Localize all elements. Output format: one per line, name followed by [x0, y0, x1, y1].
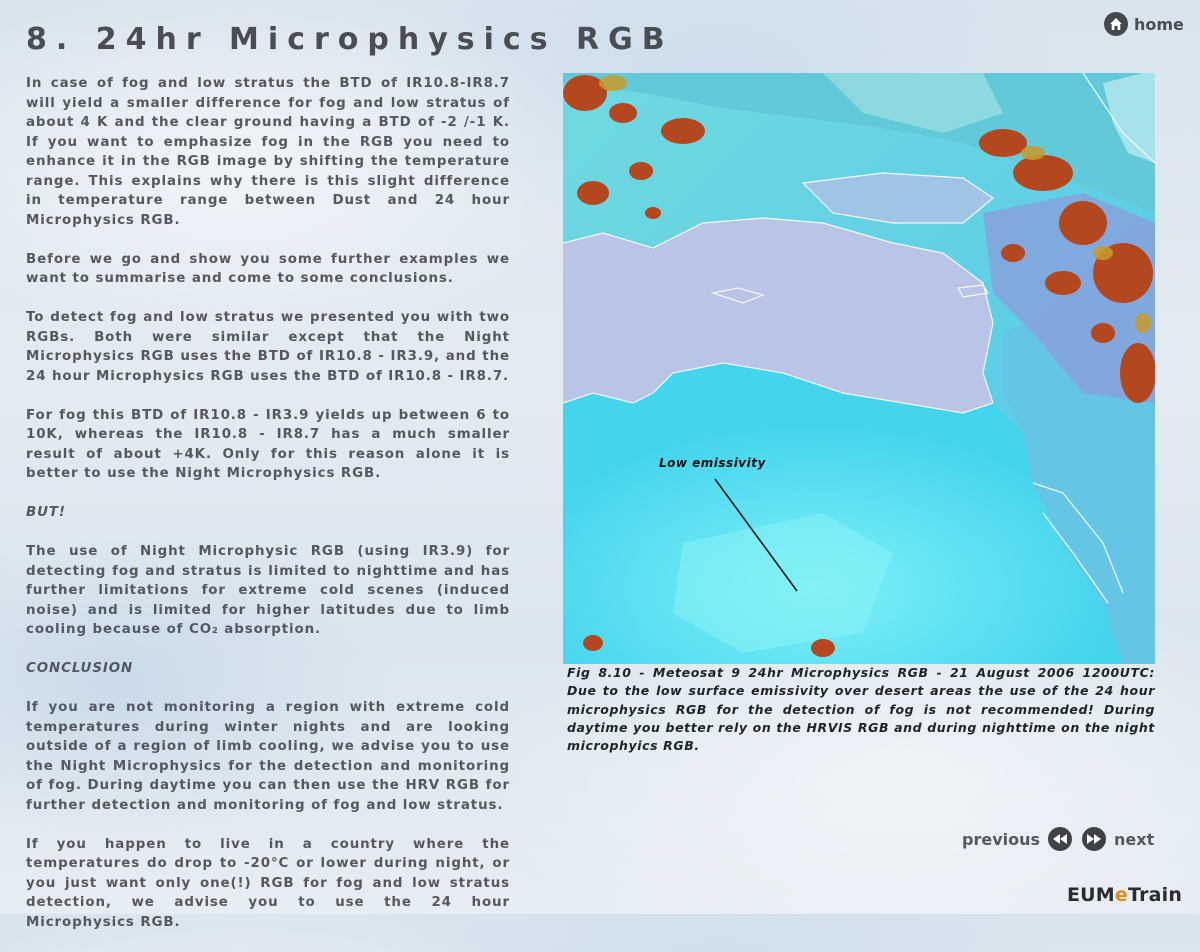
paragraph-limitations: The use of Night Microphysic RGB (using IR3.9) for detecting fog and stratus is limited to nighttime and has further limitations for extreme cold scenes (induced noise) and is limited for higher latitudes due to limb cooling because of CO₂ absorption.: [26, 544, 510, 637]
paragraph-btd-explanation: In case of fog and low stratus the BTD of IR10.8-IR8.7 will yield a smaller difference for fog and low stratus of about 4 K and the clear ground having a BTD of -2 /-1 K. If you want to emphasize fog in the RGB you need to enhance it in the RGB image by shifting the temperature range. This explains why there is this slight difference in temperature range between Dust and 24 hour Microphysics RGB.: [26, 76, 510, 228]
next-label[interactable]: next: [1114, 829, 1155, 849]
page-title: 8. 24hr Microphysics RGB: [26, 22, 674, 57]
logo-text-train: Train: [1128, 884, 1183, 906]
paragraph-two-rgbs: To detect fog and low stratus we presented you with two RGBs. Both were similar except that the Night Microphysics RGB uses the BTD of IR10.8 - IR3.9, and the 24 hour Microphysics RGB uses the BTD of IR10.8 - IR8.7.: [26, 310, 510, 384]
low-emissivity-label: Low emissivity: [659, 456, 766, 470]
fast-forward-icon[interactable]: [1082, 827, 1106, 851]
eumetrain-logo: [1067, 884, 1182, 906]
figure-caption: Fig 8.10 - Meteosat 9 24hr Microphysics RGB - 21 August 2006 1200UTC: Due to the low surface emissivity over desert areas the use of the 24 hour microphysics RGB for the detection of fog is not recommended! During daytime you better rely on the HRVIS RGB and during nighttime on the night microphyics RGB.: [567, 665, 1155, 754]
heading-conclusion: CONCLUSION: [26, 661, 134, 676]
next-button[interactable]: [1082, 827, 1154, 851]
satellite-image-svg: [563, 73, 1155, 664]
previous-button[interactable]: [962, 827, 1072, 851]
logo-text-e: e: [1114, 884, 1129, 906]
paragraph-24hr-advice: If you happen to live in a country where the temperatures do drop to -20°C or lower during night, or you just want only one(!) RGB for fog and low stratus detection, we advise you to use the 24 hour Microphysics RGB.: [26, 836, 510, 930]
paragraph-btd-comparison: For fog this BTD of IR10.8 - IR3.9 yields up between 6 to 10K, whereas the IR10.8 - IR8.7 has a much smaller result of about +4K. Only for this reason alone it is better to use the Night Microphysics RGB.: [26, 407, 510, 481]
home-label[interactable]: home: [1134, 14, 1184, 34]
previous-label[interactable]: previous: [962, 829, 1041, 849]
heading-but: BUT!: [26, 505, 66, 520]
paragraph-night-advice: If you are not monitoring a region with extreme cold temperatures during winter nights and are looking outside of a region of limb cooling, we advise you to use the Night Microphysics for the detection and monitoring of fog. During daytime you can then use the HRV RGB for further detection and monitoring of fog and low stratus.: [26, 700, 510, 813]
rewind-icon[interactable]: [1048, 827, 1072, 851]
body-text: [26, 74, 510, 952]
home-icon[interactable]: [1104, 12, 1128, 36]
logo-text-eum: EUM: [1067, 884, 1115, 906]
paragraph-summary-intro: Before we go and show you some further examples we want to summarise and come to some conclusions.: [26, 251, 510, 286]
satellite-image: [563, 73, 1155, 664]
home-button[interactable]: [1104, 12, 1184, 36]
